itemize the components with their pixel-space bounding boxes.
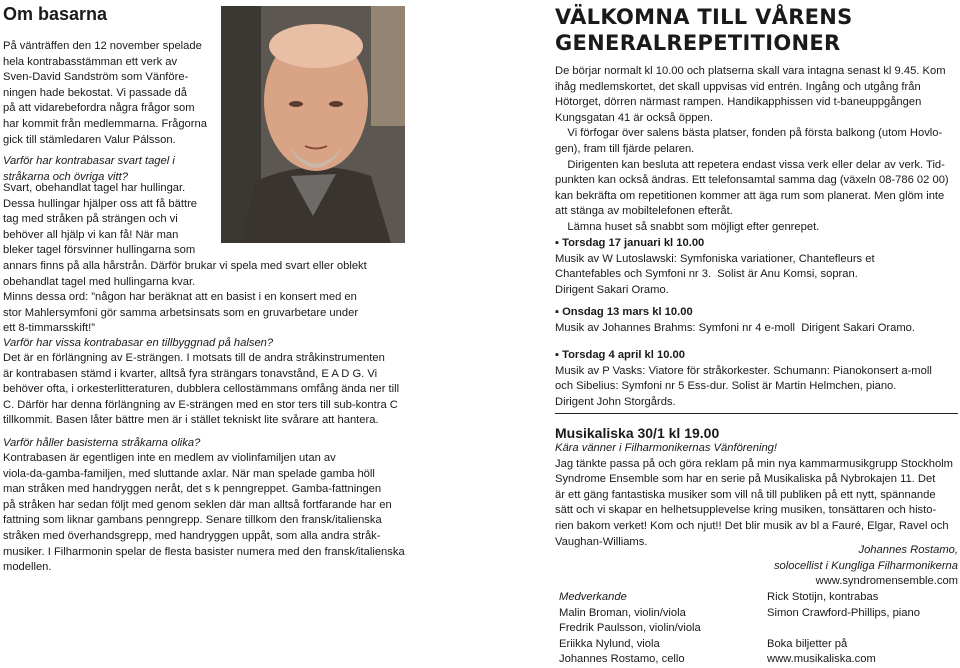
- text-line: Jag tänkte passa på och göra reklam på min nya kammarmusikgrupp Stockholm: [555, 457, 953, 470]
- text-line: behöver all hjälp vi kan få! När man: [3, 228, 179, 241]
- text-line: kan bekräfta om repetitionen kommer att äga rum som planerat. Men glöm inte: [555, 189, 945, 202]
- text-line: ett 8-timmarsskift!”: [3, 322, 95, 335]
- event-line: och Sibelius: Symfoni nr 5 Ess-dur. Solist är Martin Helmchen, piano.: [555, 380, 897, 393]
- text-line: De börjar normalt kl 10.00 och platserna skall vara intagna senast kl 9.45. Kom: [555, 65, 946, 77]
- text-line: bleker tagel försvinner hullingarna som: [3, 244, 196, 257]
- text-line: Svart, obehandlat tagel har hullingar.: [3, 182, 186, 194]
- text-line: behöver ofta, i orkesterlitteraturen, dubblera cellostämmans omfång ända ner till: [3, 383, 400, 396]
- event-2: [555, 305, 915, 336]
- participant: Fredrik Paulsson, violin/viola: [559, 622, 701, 635]
- tickets-link[interactable]: www.musikaliska.com: [767, 653, 876, 666]
- rehearsal-info: [555, 64, 949, 236]
- event-3: [555, 348, 932, 410]
- text-line: Vi förfogar över salens bästa platser, fonden på första balkong (utom Hovlo-: [555, 127, 943, 140]
- text-line: Lämna huset så snabbt som möjligt efter genrepet.: [555, 220, 820, 233]
- question-line: Varför har kontrabasar svart tagel i: [3, 155, 175, 167]
- participant: Eriikka Nylund, viola: [559, 637, 660, 650]
- event-line: Musik av W Lutoslawski: Symfoniska variationer, Chantefleurs et: [555, 252, 875, 265]
- text-line: Hötorget, dörren närmast rampen. Handikapphissen vid t-baneuppgången: [555, 96, 922, 109]
- text-line: är kontrabasen stämd i kvarter, alltså fyra strängars tonavstånd, E A D G. Vi: [3, 367, 378, 380]
- text-line: stor Mahlersymfoni gör samma arbetsinsats som en gruvarbetare under: [3, 306, 359, 319]
- tickets-label: Boka biljetter på: [767, 637, 848, 650]
- event-line: Musik av Johannes Brahms: Symfoni nr 4 e-moll Dirigent Sakari Oramo.: [555, 321, 915, 334]
- question-line: Varför håller basisterna stråkarna olika?: [3, 437, 201, 449]
- spacer: [767, 621, 920, 637]
- event-line: Dirigent Sakari Oramo.: [555, 283, 669, 296]
- text-line: musiker. I Filharmonin spelar de flesta basister numera med den fransk/italienska: [3, 545, 405, 558]
- sign-title: solocellist i Kungliga Filharmonikerna: [773, 559, 958, 572]
- text-line: på stråken har sedan följt med genom seklen där man alltså fortfarande har en: [3, 498, 392, 511]
- intro-paragraph: [3, 39, 207, 148]
- section-title: Musikaliska 30/1 kl 19.00: [555, 425, 720, 441]
- text-line: tag med stråken på strängen och vi: [3, 213, 178, 226]
- text-line: på att vidarebefordra några frågor som: [3, 102, 195, 115]
- participants-col-2: [767, 590, 920, 668]
- event-1: [555, 236, 875, 298]
- text-line: Det är en förlängning av E-strängen. I motsats till de andra stråkinstrumenten: [3, 352, 385, 364]
- event-date: ▪ Torsdag 4 april kl 10.00: [555, 349, 685, 361]
- text-line: hela kontrabasstämman ett verk av: [3, 55, 178, 68]
- text-line: tillkommit. Basen låter bättre men är i stället tekniskt lite svårare att hantera.: [3, 414, 379, 427]
- text-line: Syndrome Ensemble som har en serie på Musikaliska på Nybrokajen 11. Det: [555, 473, 936, 486]
- page-heading: Om basarna: [3, 4, 108, 24]
- text-line: punkten kan också ändras. Ett telefonsamtal samma dag (växeln 08-786 02 00): [555, 174, 949, 187]
- heading-line: VÄLKOMNA TILL VÅRENS: [555, 5, 853, 29]
- text-line: Dirigenten kan besluta att repetera endast vissa verk eller delar av verk. Tid-: [555, 158, 945, 171]
- event-line: Musik av P Vasks: Viatore för stråkorkester. Schumann: Pianokonsert a-moll: [555, 364, 932, 377]
- text-line: gen), fram till fjärde pelaren.: [555, 142, 695, 155]
- text-line: Minns dessa ord: ”någon har beräknat att en basist i en konsert med en: [3, 291, 357, 304]
- section-subtitle: Kära vänner i Filharmonikernas Vänförening!: [555, 442, 778, 454]
- participant: Simon Crawford-Phillips, piano: [767, 606, 920, 619]
- answer-3: [3, 451, 405, 576]
- text-line: Kontrabasen är egentligen inte en medlem av violinfamiljen utan av: [3, 452, 336, 464]
- text-line: ihåg medlemskortet, det skall uppvisas vid entrén. Ingång och utgång från: [555, 80, 921, 93]
- text-line: På vänträffen den 12 november spelade: [3, 40, 202, 52]
- text-line: stråken med överhandsgrepp, med handryggen uppåt, som alla andra stråk-: [3, 529, 381, 542]
- event-line: Chantefables och Symfoni nr 3. Solist är Anu Komsi, sopran.: [555, 268, 858, 281]
- text-line: gick till stämledaren Valur Pálsson.: [3, 133, 176, 146]
- signature: [774, 543, 958, 590]
- text-line: C. Därför har denna förlängning av E-strängen med en stor ters till sub-kontra C: [3, 398, 398, 411]
- musikaliska-section: [555, 425, 953, 550]
- event-line: Dirigent John Storgårds.: [555, 395, 676, 408]
- sign-website: www.syndromensemble.com: [815, 575, 958, 588]
- text-line: annars finns på alla hårstrån. Därför brukar vi spela med svart eller oblekt: [3, 259, 367, 272]
- answer-1: [3, 181, 367, 337]
- right-heading: [555, 4, 853, 56]
- sign-name: Johannes Rostamo,: [858, 544, 958, 556]
- participant: Malin Broman, violin/viola: [559, 606, 686, 619]
- question-2: [3, 336, 273, 352]
- text-line: modellen.: [3, 561, 52, 574]
- text-line: sätt och vi skapar en helhetsupplevelse kring musiken, tonsättaren och histo-: [555, 504, 937, 517]
- text-line: obehandlat tagel med hullingarna kvar.: [3, 275, 196, 288]
- question-3: [3, 436, 200, 452]
- text-line: man stråken med handryggen neråt, det s k penngreppet. Gamba-fattningen: [3, 483, 382, 496]
- text-line: fattning som liknar gambans penngrepp. Senare tillkom den fransk/italienska: [3, 514, 382, 527]
- text-line: Vaughan-Williams.: [555, 535, 648, 548]
- text-line: är ett gäng fantastiska musiker som vill nå till publiken på ett nytt, spännande: [555, 488, 936, 501]
- text-line: att stänga av mobiltelefonen efteråt.: [555, 205, 733, 218]
- text-line: Kungsgatan 41 är också öppen.: [555, 111, 713, 124]
- text-line: Dessa hullingar hjälper oss att få bättre: [3, 197, 198, 210]
- text-line: Sven-David Sandström som Vänföre-: [3, 71, 189, 84]
- heading-line: GENERALREPETITIONER: [555, 31, 841, 55]
- event-date: ▪ Torsdag 17 januari kl 10.00: [555, 237, 705, 249]
- medverkande-label: Medverkande: [559, 591, 627, 603]
- text-line: rien bakom verket! Kom och njut!! Det blir musik av bl a Fauré, Elgar, Ravel och: [555, 519, 949, 532]
- question-line: Varför har vissa kontrabasar en tillbyggnad på halsen?: [3, 337, 274, 349]
- text-line: har kommit från medlemmarna. Frågorna: [3, 117, 207, 130]
- divider: [555, 413, 958, 414]
- participants-col-1: [559, 590, 701, 668]
- event-date: ▪ Onsdag 13 mars kl 10.00: [555, 306, 693, 318]
- participant: Rick Stotijn, kontrabas: [767, 591, 879, 603]
- text-line: ningen hade bekostat. Vi passade då: [3, 86, 187, 99]
- participant: Johannes Rostamo, cello: [559, 653, 685, 666]
- question-line: stråkarna och övriga vitt?: [3, 170, 128, 183]
- text-line: viola-da-gamba-familjen, med sluttande axlar. När man spelade gamba höll: [3, 467, 375, 480]
- answer-2: [3, 351, 399, 429]
